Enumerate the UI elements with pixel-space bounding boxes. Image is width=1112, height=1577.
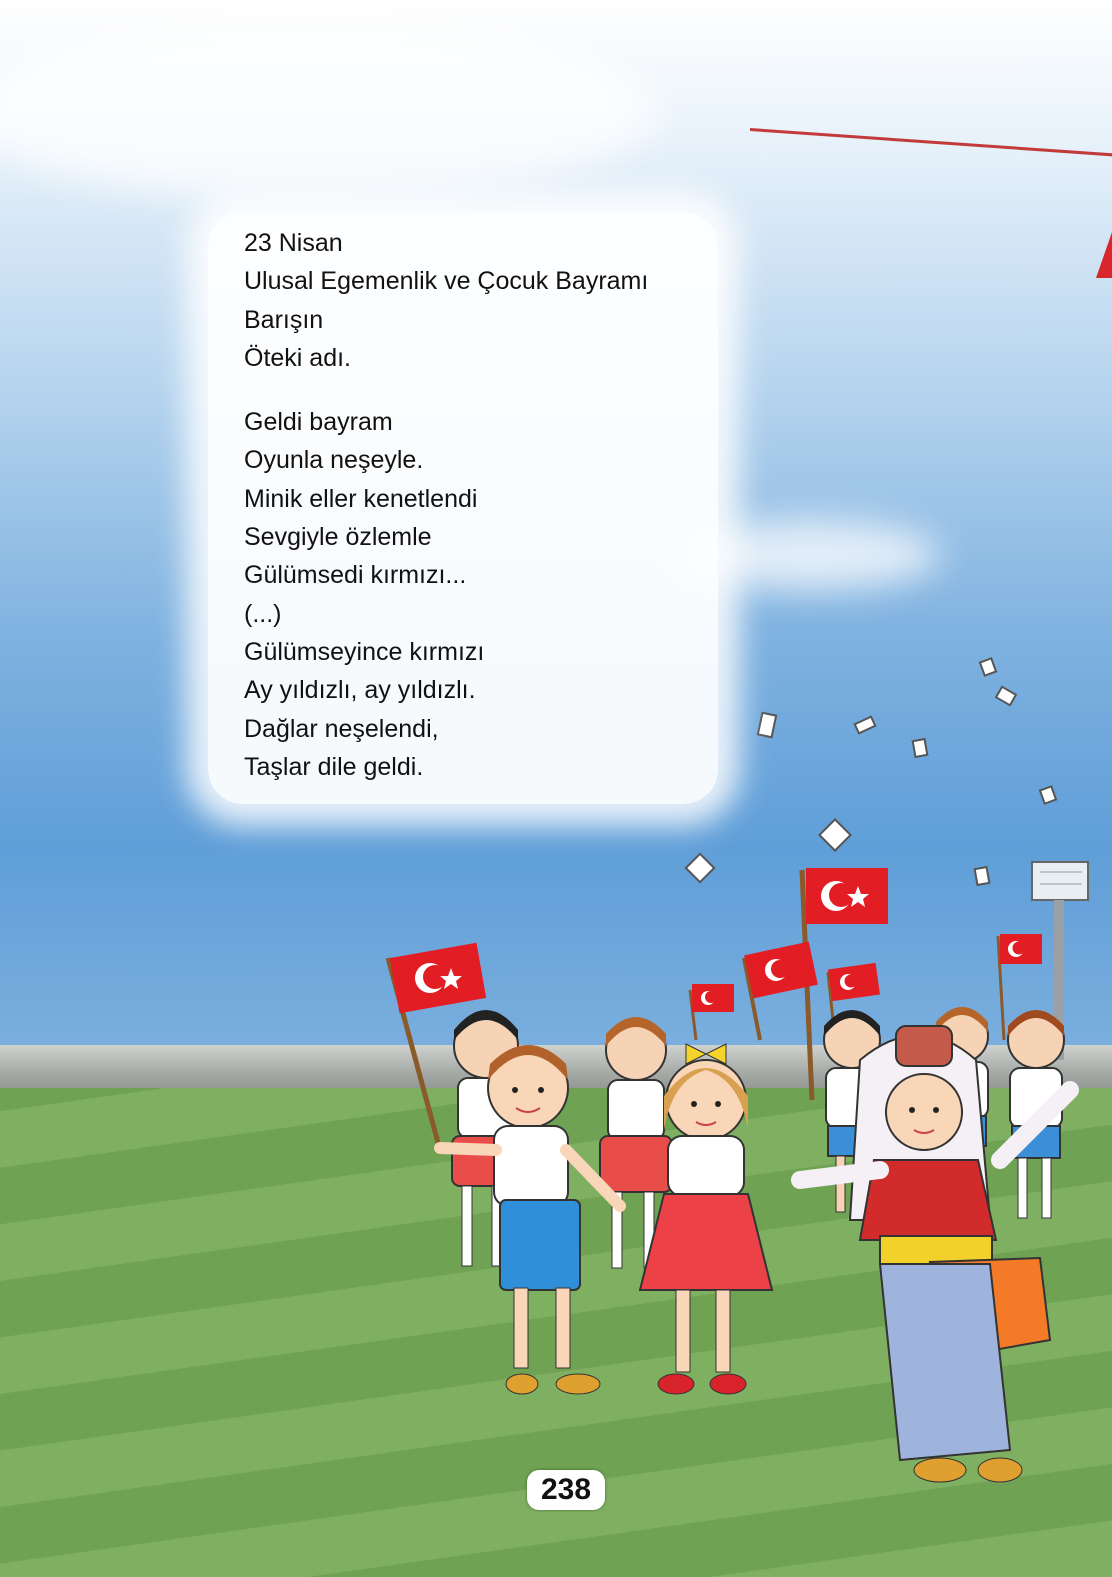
poem-line: Sevgiyle özlemle	[244, 523, 432, 552]
poem-line: Oyunla neşeyle.	[244, 446, 424, 475]
poem-line: Gülümsedi kırmızı...	[244, 561, 467, 590]
poem-line: Minik eller kenetlendi	[244, 484, 478, 513]
poem	[244, 224, 714, 786]
poem-line: Taşlar dile geldi.	[244, 752, 424, 781]
poem-line: Barışın	[244, 305, 324, 334]
poem-line: Dağlar neşelendi,	[244, 714, 439, 743]
stanza-gap	[244, 377, 714, 403]
poem-line: Ulusal Egemenlik ve Çocuk Bayramı	[244, 267, 649, 296]
poem-line: Ay yıldızlı, ay yıldızlı.	[244, 676, 476, 705]
poem-line: Geldi bayram	[244, 408, 393, 437]
poem-line: Öteki adı.	[244, 343, 351, 372]
confetti-icon	[686, 658, 1056, 885]
poem-line: Gülümseyince kırmızı	[244, 637, 485, 666]
turkish-flag-icon	[690, 984, 734, 1040]
poem-line: (...)	[244, 599, 282, 628]
poem-line: 23 Nisan	[244, 229, 343, 257]
page-number: 238	[527, 1470, 605, 1510]
